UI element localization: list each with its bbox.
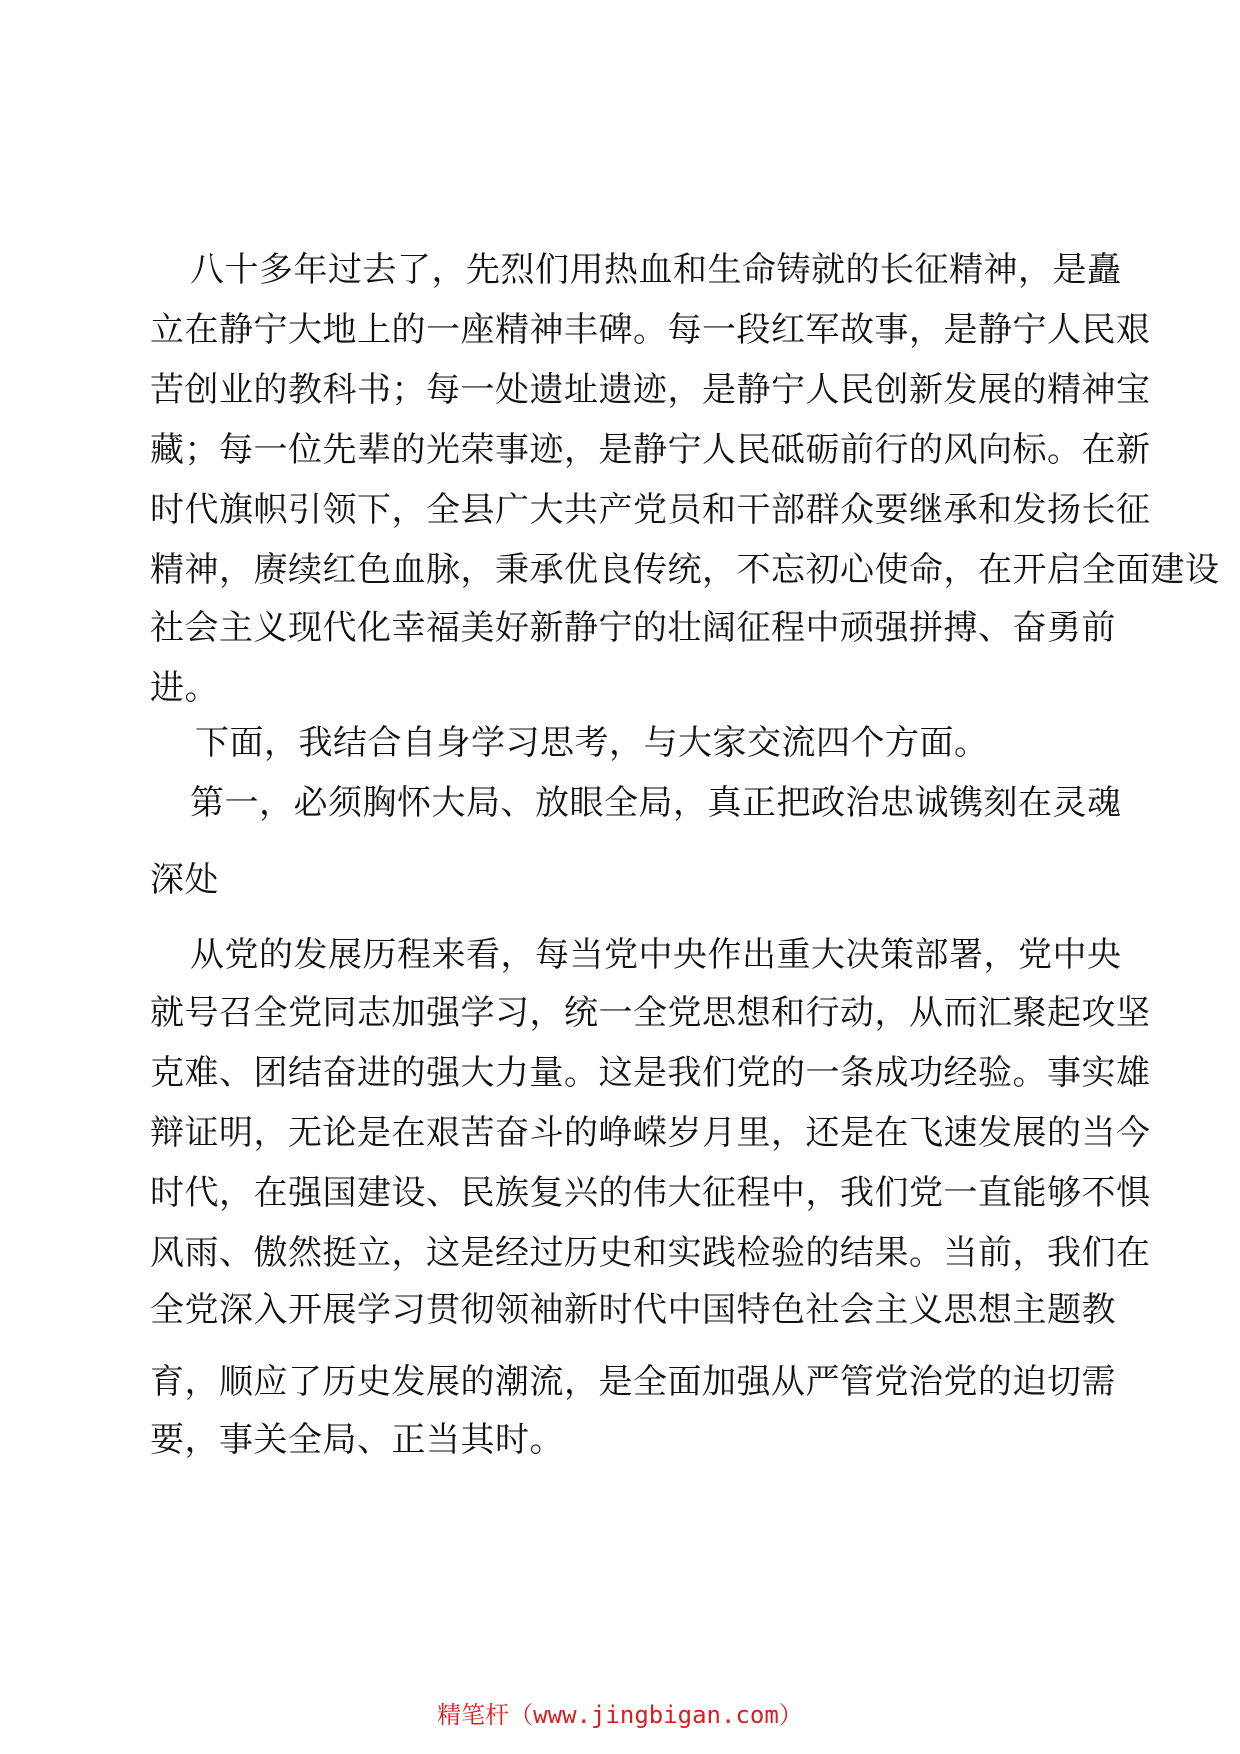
paragraph-3-line-4: 辩证明，无论是在艰苦奋斗的峥嵘岁月里，还是在飞速发展的当今 — [150, 1113, 1151, 1153]
paragraph-3-line-5: 时代，在强国建设、民族复兴的伟大征程中，我们党一直能够不惧 — [150, 1173, 1151, 1213]
paragraph-1-line-3: 苦创业的教科书；每一处遗址遗迹，是静宁人民创新发展的精神宝 — [150, 370, 1151, 410]
section-heading-line-2: 深处 — [150, 860, 219, 900]
paragraph-1-line-6: 精神，赓续红色血脉，秉承优良传统，不忘初心使命，在开启全面建设 — [150, 550, 1220, 590]
paragraph-3-line-3: 克难、团结奋进的强大力量。这是我们党的一条成功经验。事实雄 — [150, 1053, 1151, 1093]
paragraph-1-line-8: 进。 — [150, 668, 219, 708]
paragraph-3-line-7: 全党深入开展学习贯彻领袖新时代中国特色社会主义思想主题教 — [150, 1290, 1116, 1330]
paragraph-1-line-7: 社会主义现代化幸福美好新静宁的壮阔征程中顽强拼搏、奋勇前 — [150, 608, 1116, 648]
section-heading-line-1: 第一，必须胸怀大局、放眼全局，真正把政治忠诚镌刻在灵魂 — [190, 783, 1122, 823]
paragraph-3-line-1: 从党的发展历程来看，每当党中央作出重大决策部署，党中央 — [190, 935, 1122, 975]
paragraph-3-line-9: 要，事关全局、正当其时。 — [150, 1420, 564, 1460]
paragraph-1-line-2: 立在静宁大地上的一座精神丰碑。每一段红军故事，是静宁人民艰 — [150, 310, 1151, 350]
paragraph-1-line-4: 藏；每一位先辈的光荣事迹，是静宁人民砥砺前行的风向标。在新 — [150, 430, 1151, 470]
paragraph-2-line-1: 下面，我结合自身学习思考，与大家交流四个方面。 — [195, 723, 989, 763]
paragraph-3-line-8: 育，顺应了历史发展的潮流，是全面加强从严管党治党的迫切需 — [150, 1362, 1116, 1402]
paragraph-3-line-2: 就号召全党同志加强学习，统一全党思想和行动，从而汇聚起攻坚 — [150, 993, 1151, 1033]
paragraph-3-line-6: 风雨、傲然挺立，这是经过历史和实践检验的结果。当前，我们在 — [150, 1233, 1151, 1273]
paragraph-1-line-1: 八十多年过去了，先烈们用热血和生命铸就的长征精神，是矗 — [190, 250, 1122, 290]
footer-watermark: 精笔杆（www.jingbigan.com） — [437, 1701, 803, 1729]
paragraph-1-line-5: 时代旗帜引领下，全县广大共产党员和干部群众要继承和发扬长征 — [150, 490, 1151, 530]
